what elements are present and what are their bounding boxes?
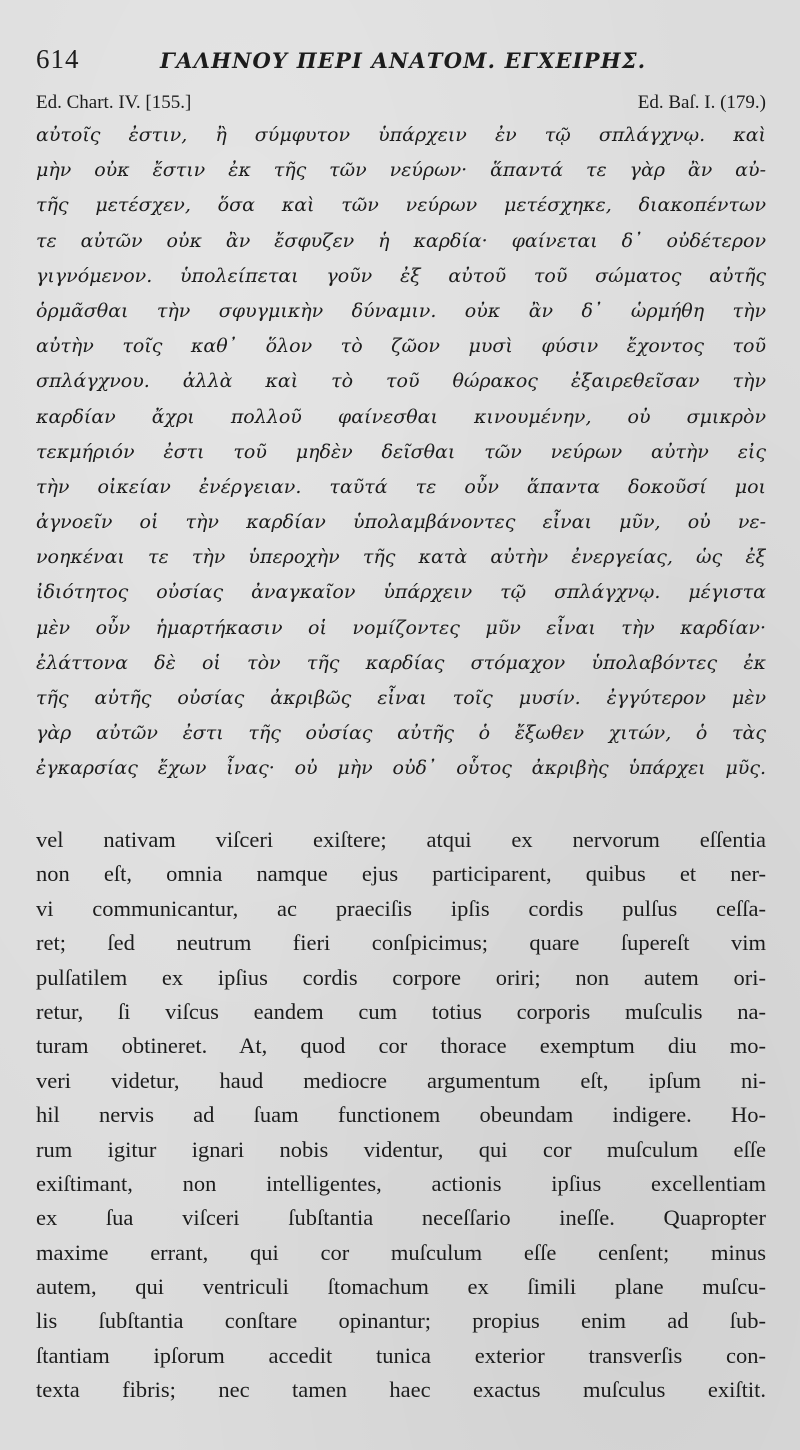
latin-line: turam obtineret. At, quod cor thorace exemptum diu mo- bbox=[36, 1033, 766, 1059]
edition-basel-reference: Ed. Baſ. I. (179.) bbox=[637, 92, 766, 113]
greek-line: καρδίαν ἄχρι πολλοῦ φαίνεσθαι κινουμένην, οὐ σμικρὸν bbox=[36, 405, 766, 428]
latin-line: retur, ſi viſcus eandem cum totius corporis muſculis na- bbox=[36, 998, 766, 1024]
greek-line: σπλάγχνου. ἀλλὰ καὶ τὸ τοῦ θώρακος ἐξαιρεθεῖσαν τὴν bbox=[36, 370, 766, 393]
latin-line: pulſatilem ex ipſius cordis corpore oriri; non autem ori- bbox=[36, 964, 766, 990]
greek-line: αὐτὴν τοῖς καθ᾽ ὅλον τὸ ζῶον μυσὶ φύσιν ἔχοντος τοῦ bbox=[36, 335, 766, 358]
greek-line: ἐλάττονα δὲ οἱ τὸν τῆς καρδίας στόμαχον ὑπολαβόντες ἐκ bbox=[36, 651, 766, 674]
greek-line: ἀγνοεῖν οἱ τὴν καρδίαν ὑπολαμβάνοντες εἶναι μῦν, οὐ νε- bbox=[36, 511, 766, 534]
latin-line: vel nativam viſceri exiſtere; atqui ex nervorum eſſentia bbox=[36, 827, 766, 852]
greek-line: ὁρμᾶσθαι τὴν σφυγμικὴν δύναμιν. οὐκ ἂν δ᾽ ὡρμήθη τὴν bbox=[36, 299, 766, 322]
latin-line: ſtantiam ipſorum accedit tunica exterior transverſis con- bbox=[36, 1342, 766, 1368]
greek-line: ἰδιότητος οὐσίας ἀναγκαῖον ὑπάρχειν τῷ σπλάγχνῳ. μέγιστα bbox=[36, 581, 766, 604]
greek-line: τε αὐτῶν οὐκ ἂν ἔσφυζεν ἡ καρδία· φαίνεται δ᾽ οὐδέτερον bbox=[36, 229, 766, 252]
greek-line: αὐτοῖς ἐστιν, ἢ σύμφυτον ὑπάρχειν ἐν τῷ σπλάγχνῳ. καὶ bbox=[36, 124, 766, 146]
latin-line: vi communicantur, ac praeciſis ipſis cordis pulſus ceſſa- bbox=[36, 895, 766, 921]
greek-line: μὲν οὖν ἡμαρτήκασιν οἱ νομίζοντες μῦν εἶναι τὴν καρδίαν· bbox=[36, 616, 766, 639]
page-number: 614 bbox=[36, 44, 80, 74]
edition-chartier-reference: Ed. Chart. IV. [155.] bbox=[36, 92, 192, 113]
latin-line: exiſtimant, non intelligentes, actionis ipſius excellentiam bbox=[36, 1170, 766, 1196]
latin-line: ex ſua viſceri ſubſtantia neceſſario ineſſe. Quapropter bbox=[36, 1205, 766, 1231]
greek-line: ἐγκαρσίας ἔχων ἶνας· οὐ μὴν οὐδ᾽ οὗτος ἀκριβὴς ὑπάρχει μῦς. bbox=[36, 757, 766, 780]
page-header bbox=[36, 44, 766, 84]
running-title: ΓΑΛΗΝΟΥ ΠΕΡΙ ΑΝΑΤΟΜ. ΕΓΧΕΙΡΗΣ. bbox=[160, 48, 647, 73]
greek-line: τῆς μετέσχεν, ὅσα καὶ τῶν νεύρων μετέσχηκε, διακοπέντων bbox=[36, 194, 766, 217]
latin-line: non eſt, omnia namque ejus participarent, quibus et ner- bbox=[36, 861, 766, 887]
greek-line: τὴν οἰκείαν ἐνέργειαν. ταῦτά τε οὖν ἅπαντα δοκοῦσί μοι bbox=[36, 475, 766, 498]
latin-text-block bbox=[36, 823, 766, 1408]
greek-line: τεκμήριόν ἐστι τοῦ μηδὲν δεῖσθαι τῶν νεύρων αὐτὴν εἰς bbox=[36, 440, 766, 463]
latin-line: rum igitur ignari nobis videntur, qui cor muſculum eſſe bbox=[36, 1136, 766, 1162]
greek-line: γὰρ αὐτῶν ἐστι τῆς οὐσίας αὐτῆς ὁ ἔξωθεν χιτών, ὁ τὰς bbox=[36, 722, 766, 745]
greek-line: μὴν οὐκ ἔστιν ἐκ τῆς τῶν νεύρων· ἅπαντά τε γὰρ ἂν αὐ- bbox=[36, 159, 766, 182]
latin-line: autem, qui ventriculi ſtomachum ex ſimili plane muſcu- bbox=[36, 1274, 766, 1300]
edition-references bbox=[36, 92, 766, 118]
latin-line: hil nervis ad ſuam functionem obeundam indigere. Ho- bbox=[36, 1102, 766, 1128]
latin-line: maxime errant, qui cor muſculum eſſe cenſent; minus bbox=[36, 1239, 766, 1265]
greek-line: τῆς αὐτῆς οὐσίας ἀκριβῶς εἶναι τοῖς μυσίν. ἐγγύτερον μὲν bbox=[36, 687, 766, 709]
greek-line: νοηκέναι τε τὴν ὑπεροχὴν τῆς κατὰ αὐτὴν ἐνεργείας, ὡς ἐξ bbox=[36, 546, 766, 569]
greek-text-block bbox=[36, 118, 766, 787]
latin-line: texta fibris; nec tamen haec exactus muſculus exiſtit. bbox=[36, 1377, 766, 1403]
latin-line: lis ſubſtantia conſtare opinantur; propius enim ad ſub- bbox=[36, 1308, 766, 1334]
latin-line: veri videtur, haud mediocre argumentum eſt, ipſum ni- bbox=[36, 1067, 766, 1093]
latin-line: ret; ſed neutrum fieri conſpicimus; quare ſupereſt vim bbox=[36, 930, 766, 956]
greek-line: γιγνόμενον. ὑπολείπεται γοῦν ἐξ αὐτοῦ τοῦ σώματος αὐτῆς bbox=[36, 264, 766, 287]
